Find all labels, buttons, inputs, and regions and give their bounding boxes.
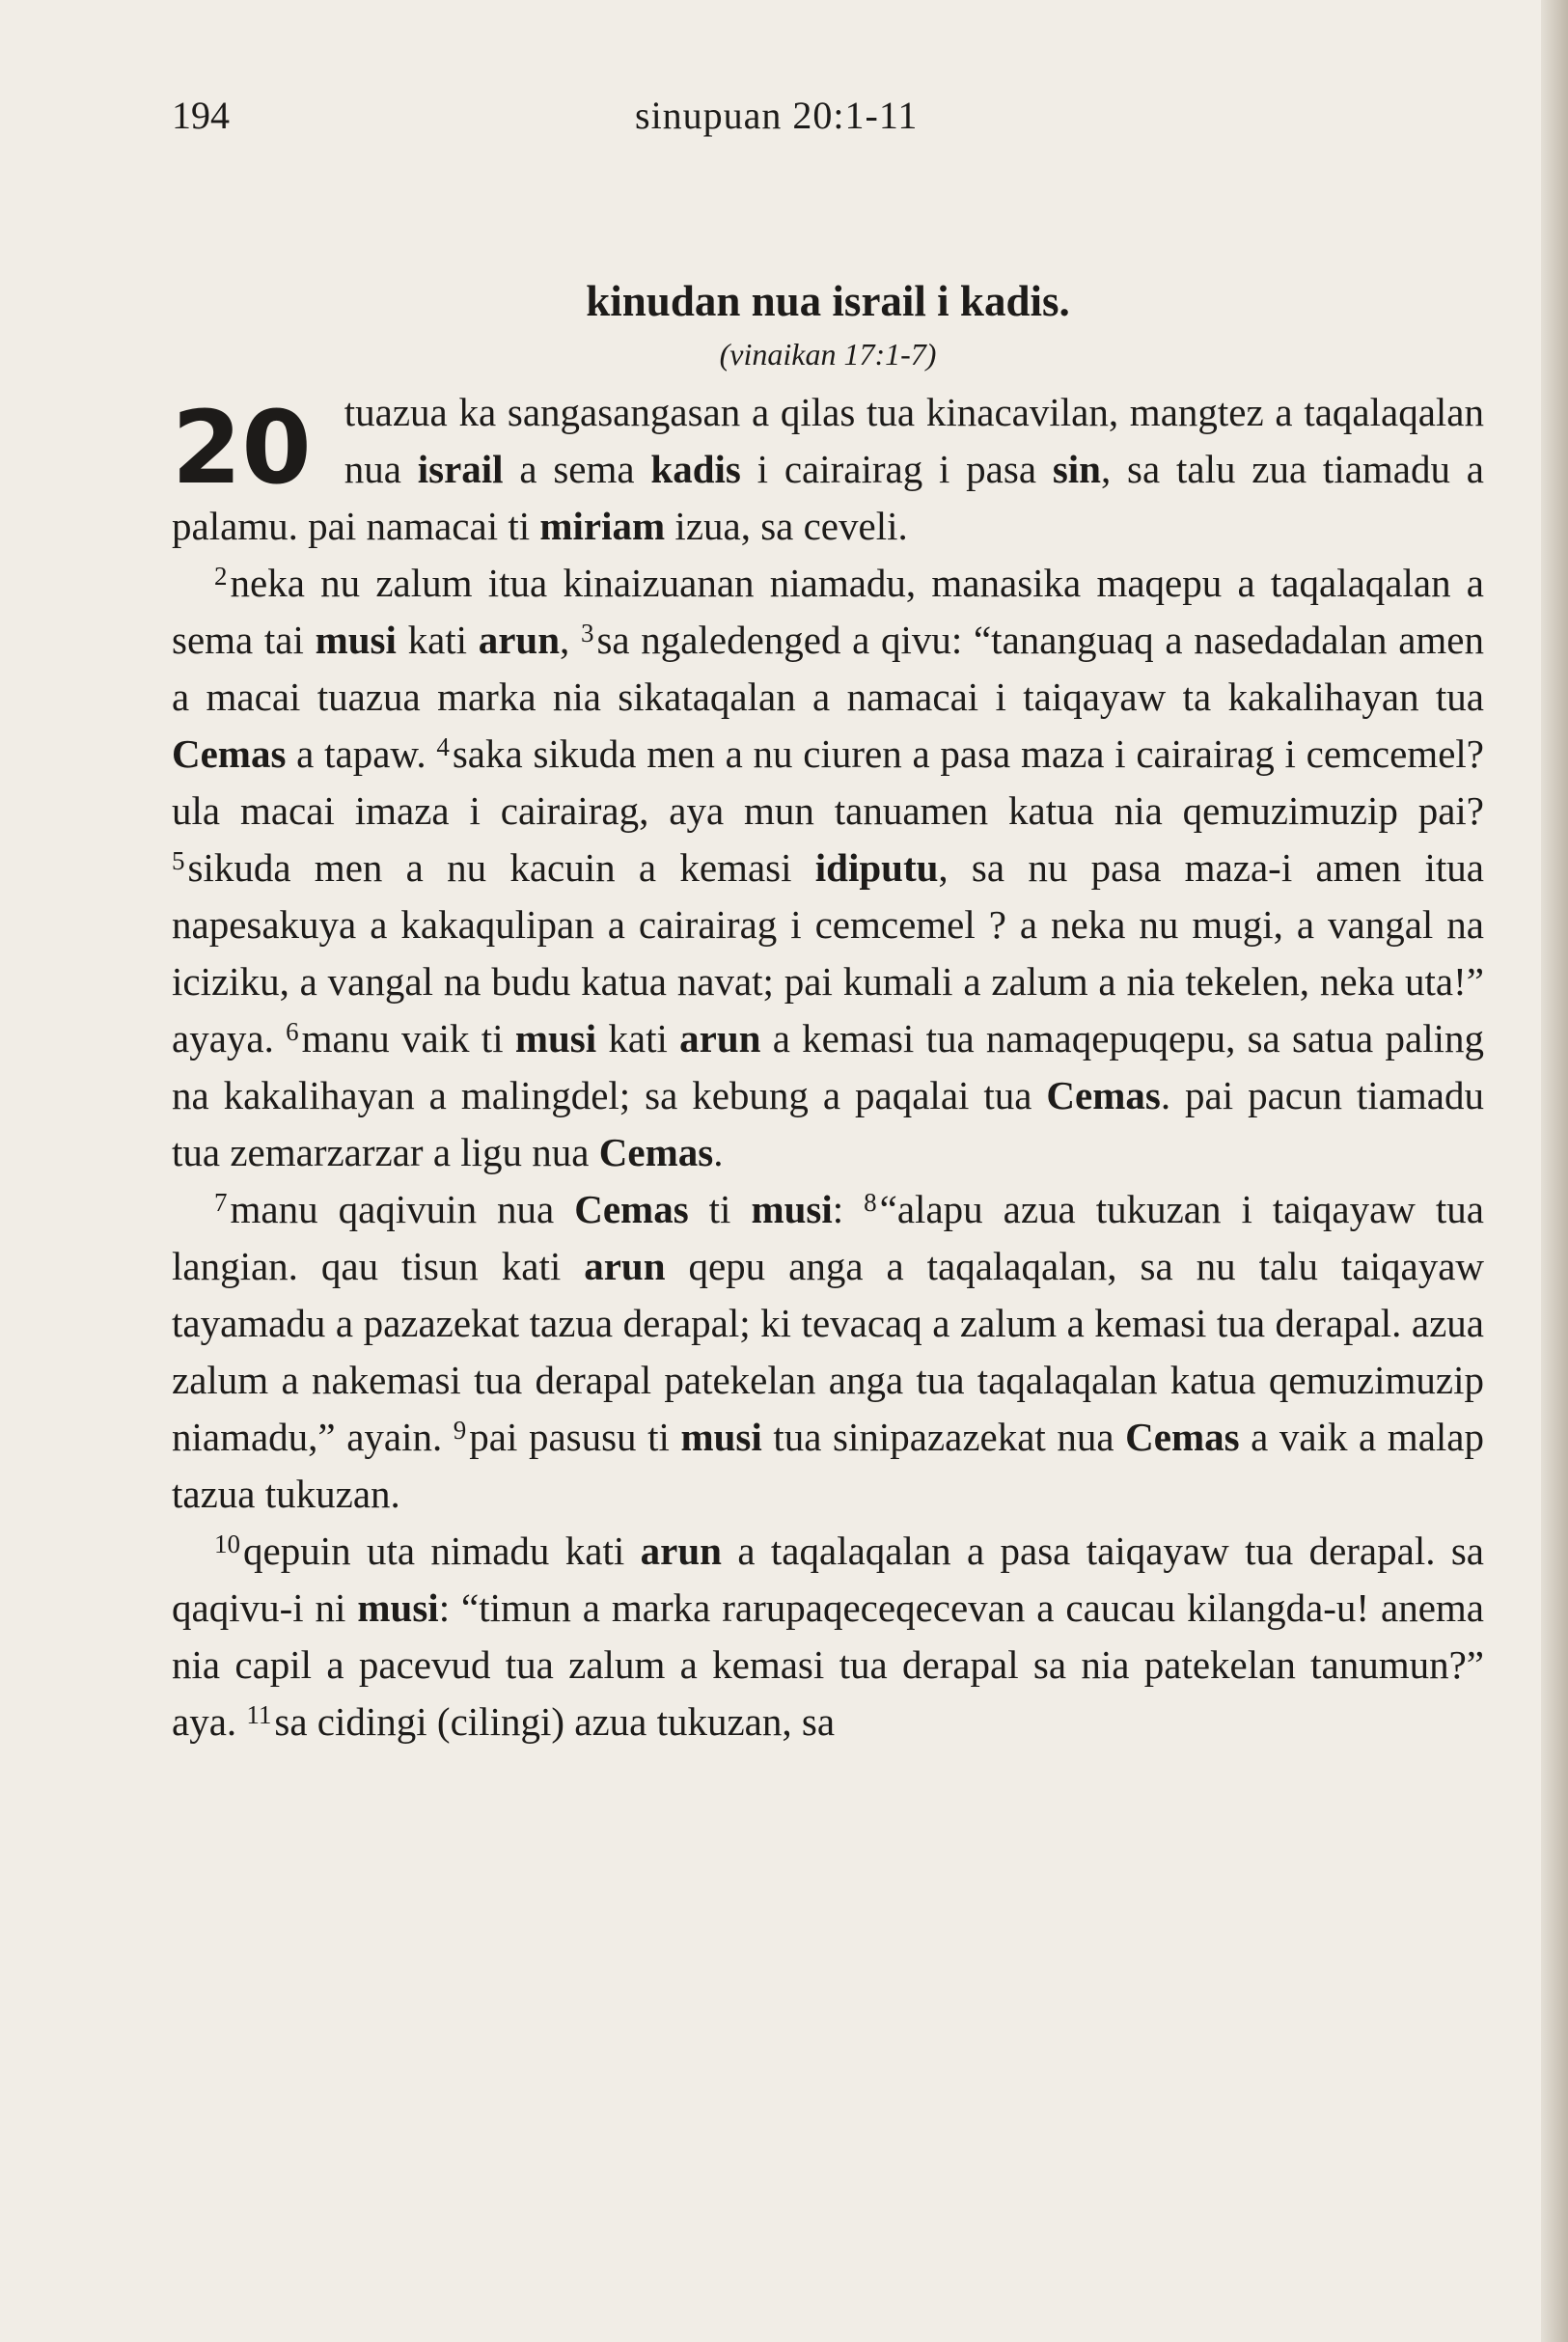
emphasized-name: Cemas [1046, 1073, 1161, 1117]
emphasized-name: Cemas [598, 1130, 714, 1174]
text-run: a vaik a malap tazua tukuzan. [172, 1415, 1484, 1516]
text-run: : “timun a marka rarupaqeceqecevan a caucau kilangda-u! anema nia capil a pacevud tua zalum a kemasi tua derapal sa nia patekelan tanumun?” aya. [172, 1585, 1484, 1744]
verse-number: 5 [172, 846, 185, 875]
text-run: a kemasi tua namaqepuqepu, sa satua paling na kakalihayan a malingdel; sa kebung a paqalai tua [172, 1016, 1484, 1117]
emphasized-name: arun [478, 618, 561, 662]
text-run: manu vaik ti [301, 1016, 515, 1061]
emphasized-name: musi [680, 1415, 762, 1459]
paragraph [172, 555, 1484, 1181]
emphasized-name: israil [417, 447, 504, 491]
page-header [172, 93, 1484, 151]
emphasized-name: sin [1052, 447, 1101, 491]
emphasized-name: Cemas [1125, 1415, 1240, 1459]
text-run: “alapu azua tukuzan i taiqayaw tua langian. qau tisun kati [172, 1187, 1484, 1288]
section-title: kinudan nua israil i kadis. [586, 277, 1070, 325]
text-run: a sema [503, 447, 651, 491]
text-run: tua sinipazazekat nua [761, 1415, 1126, 1459]
verse-number: 7 [214, 1188, 228, 1217]
emphasized-name: kadis [650, 447, 741, 491]
paragraph [172, 384, 1484, 555]
text-run: : [832, 1187, 865, 1231]
text-run: . [713, 1130, 724, 1174]
text-run: sa cidingi (cilingi) azua tukuzan, sa [274, 1699, 836, 1744]
verse-number: 10 [214, 1529, 240, 1558]
emphasized-name: Cemas [574, 1187, 689, 1231]
emphasized-name: musi [315, 618, 397, 662]
emphasized-name: arun [640, 1529, 722, 1573]
text-run: qepu anga a taqalaqalan, sa nu talu taiqayaw tayamadu a pazazekat tazua derapal; ki tevacaq a zalum a kemasi tua derapal. azua zalum a nakemasi tua derapal patekelan anga tua taqalaqalan katua qemuzimuzip niamadu,” ayain. [172, 1244, 1484, 1459]
emphasized-name: arun [679, 1016, 761, 1061]
running-head: sinupuan 20:1-11 [635, 94, 919, 137]
verse-number: 6 [286, 1017, 299, 1046]
emphasized-name: miriam [539, 504, 666, 548]
verse-number: 2 [214, 562, 228, 591]
text-run: sikuda men a nu kacuin a kemasi [187, 845, 815, 890]
verse-number: 4 [436, 732, 450, 761]
text-run: ti [688, 1187, 752, 1231]
page-number: 194 [172, 94, 230, 137]
text-run: . pai pacun tiamadu tua zemarzarzar a ligu nua [172, 1073, 1484, 1174]
text-run: neka nu zalum itua kinaizuanan niamadu, manasika maqepu a taqalaqalan a sema tai [172, 561, 1484, 662]
text-run: sa ngaledenged a qivu: “tananguaq a nasedadalan amen a macai tuazua marka nia sikataqalan a namacai i taiqayaw ta kakalihayan tua [172, 618, 1484, 719]
text-run: kati [396, 618, 479, 662]
page-body [172, 272, 1484, 1750]
text-run: , [560, 618, 581, 662]
emphasized-name: idiputu [814, 845, 939, 890]
emphasized-name: arun [584, 1244, 666, 1288]
verse-number: 3 [580, 619, 594, 647]
text-run: tuazua ka sangasangasan a qilas tua kinacavilan, mangtez a taqalaqalan nua [344, 390, 1484, 491]
paragraph [172, 1181, 1484, 1523]
verse-number: 8 [864, 1188, 877, 1217]
text-run: saka sikuda men a nu ciuren a pasa maza i cairairag i cemcemel? ula macai imaza i cairairag, aya mun tanuamen katua nia qemuzimuzip pai? [172, 731, 1484, 833]
verse-number: 9 [453, 1416, 467, 1445]
verse-number: 11 [246, 1700, 272, 1729]
emphasized-name: musi [751, 1187, 833, 1231]
text-run: izua, sa ceveli. [665, 504, 908, 548]
emphasized-name: musi [514, 1016, 597, 1061]
text-run: manu qaqivuin nua [230, 1187, 575, 1231]
text-run: i cairairag i pasa [740, 447, 1053, 491]
text-run: kati [596, 1016, 680, 1061]
emphasized-name: Cemas [172, 731, 287, 776]
text-run: , sa talu zua tiamadu a palamu. pai namacai ti [172, 447, 1484, 548]
emphasized-name: musi [357, 1585, 439, 1630]
text-run: qepuin uta nimadu kati [243, 1529, 641, 1573]
text-run: a taqalaqalan a pasa taiqayaw tua derapal. sa qaqivu-i ni [172, 1529, 1485, 1630]
paragraph [172, 1523, 1484, 1750]
text-run: a tapaw. [286, 731, 437, 776]
cross-reference: (vinaikan 17:1-7) [719, 337, 937, 372]
text-run: , sa nu pasa maza-i amen itua napesakuya a kakaqulipan a cairairag i cemcemel ? a neka nu mugi, a vangal na iciziku, a vangal na budu katua navat; pai kumali a zalum a nia tekelen, neka uta!” ayaya. [172, 845, 1484, 1061]
text-run: pai pasusu ti [469, 1415, 681, 1459]
page-edge [1541, 0, 1568, 2342]
chapter-number: 20 [172, 389, 312, 507]
